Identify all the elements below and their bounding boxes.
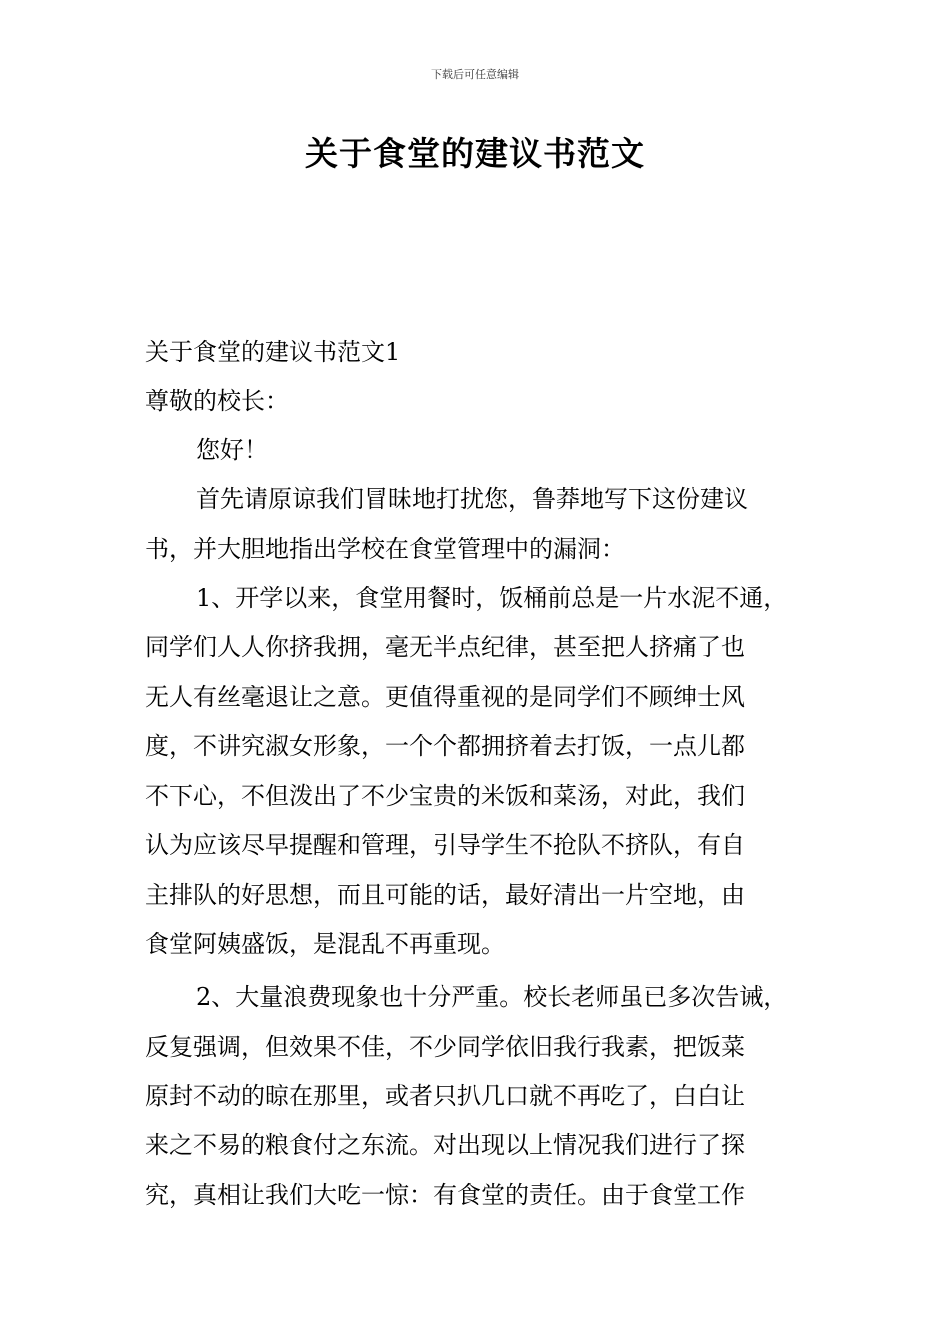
paragraph-line: 首先请原谅我们冒昧地打扰您，鲁莽地写下这份建议 bbox=[196, 485, 748, 513]
paragraph-line: 食堂阿姨盛饭，是混乱不再重现。 bbox=[145, 930, 505, 958]
paragraph-line: 无人有丝毫退让之意。更值得重视的是同学们不顾绅士风 bbox=[145, 683, 745, 711]
greeting: 您好！ bbox=[196, 436, 268, 464]
paragraph-line: 来之不易的粮食付之东流。对出现以上情况我们进行了探 bbox=[145, 1131, 745, 1159]
document-title: 关于食堂的建议书范文 bbox=[305, 134, 645, 173]
page-header-note: 下载后可任意编辑 bbox=[431, 68, 519, 81]
paragraph-line: 同学们人人你挤我拥，毫无半点纪律，甚至把人挤痛了也 bbox=[145, 633, 745, 661]
paragraph-line: 度，不讲究淑女形象，一个个都拥挤着去打饭，一点儿都 bbox=[145, 732, 745, 760]
paragraph-line: 书，并大胆地指出学校在食堂管理中的漏洞： bbox=[145, 535, 625, 563]
paragraph-line: 不下心，不但泼出了不少宝贵的米饭和菜汤，对此，我们 bbox=[145, 782, 745, 810]
paragraph-line: 反复强调，但效果不佳，不少同学依旧我行我素，把饭菜 bbox=[145, 1033, 745, 1061]
paragraph-line: 2、大量浪费现象也十分严重。校长老师虽已多次告诫， bbox=[196, 983, 788, 1011]
paragraph-line: 认为应该尽早提醒和管理，引导学生不抢队不挤队，有自 bbox=[145, 831, 745, 859]
salutation: 尊敬的校长： bbox=[145, 387, 289, 415]
section-heading: 关于食堂的建议书范文1 bbox=[145, 338, 401, 366]
paragraph-line: 1、开学以来，食堂用餐时，饭桶前总是一片水泥不通， bbox=[196, 584, 788, 612]
paragraph-line: 究，真相让我们大吃一惊：有食堂的责任。由于食堂工作 bbox=[145, 1181, 745, 1209]
paragraph-line: 原封不动的晾在那里，或者只扒几口就不再吃了，白白让 bbox=[145, 1082, 745, 1110]
paragraph-line: 主排队的好思想，而且可能的话，最好清出一片空地，由 bbox=[145, 881, 745, 909]
